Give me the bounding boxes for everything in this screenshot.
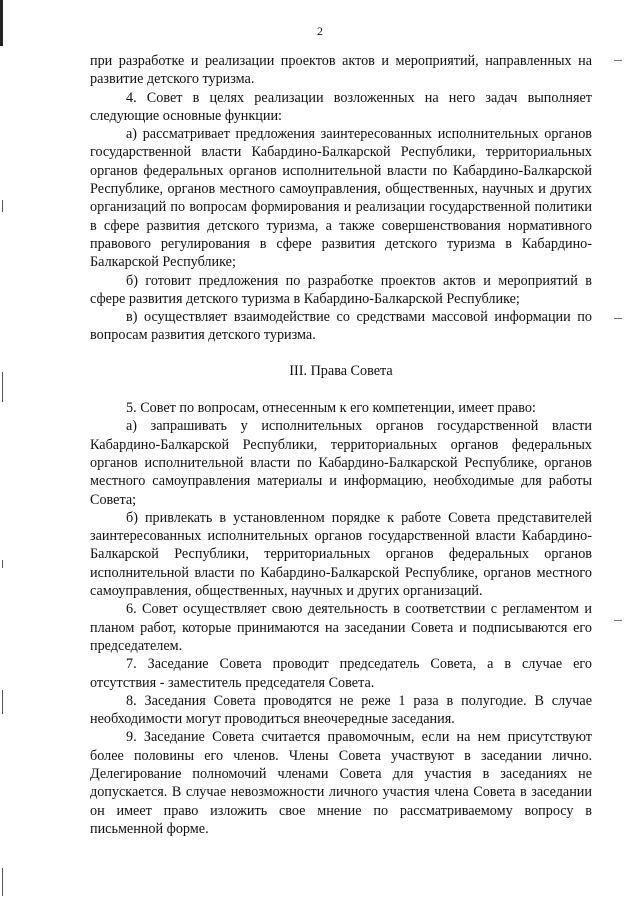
scan-tick-mark [614,60,622,61]
document-body [90,52,592,838]
paragraph-item-4b: б) готовит предложения по разработке проектов актов и мероприятий в сфере развития детского туризма в Кабардино-Балкарской Республике; [90,272,592,307]
paragraph-item-7: 7. Заседание Совета проводит председатель Совета, а в случае его отсутствия - заместитель председателя Совета. [90,656,592,691]
paragraph-item-6: 6. Совет осуществляет свою деятельность в соответствии с регламентом и планом работ, которые принимаются на заседании Совета и подписываются его председателем. [90,601,592,654]
paragraph-item-5: 5. Совет по вопросам, отнесенным к его компетенции, имеет право: [126,400,536,417]
paragraph-item-5a: а) запрашивать у исполнительных органов государственной власти Кабардино-Балкарской Республики, территориальных органов федеральных органов исполнительной власти по Кабардино-Балкарской Республике, органов местного самоуправления материалы и информацию, необходимые для работы Совета; [90,418,592,508]
scan-tick-mark [614,620,622,621]
scan-edge-line-4 [2,690,3,714]
scan-edge-line-2 [2,372,3,402]
paragraph-item-4: 4. Совет в целях реализации возложенных на него задач выполняет следующие основные функции: [90,89,592,124]
paragraph-continuation: при разработке и реализации проектов актов и мероприятий, направленных на развитие детского туризма. [90,53,592,88]
paragraph-item-9: 9. Заседание Совета считается правомочным, если на нем присутствуют более половины его членов. Члены Совета участвуют в заседании лично. Делегирование полномочий членами Совета для участия в заседаниях не допускается. В случае невозможности личного участия члена Совета в заседании он имеет право изложить свое мнение по рассматриваемому вопросу в письменной форме. [90,729,592,837]
scan-edge-mark-top [0,0,3,46]
scan-edge-line-1 [2,200,3,212]
section-heading: III. Права Совета [289,362,393,379]
scan-edge-line-3 [2,560,3,568]
paragraph-item-4c: в) осуществляет взаимодействие со средствами массовой информации по вопросам развития детского туризма. [90,309,592,344]
paragraph-item-5b: б) привлекать в установленном порядке к работе Совета представителей заинтересованных исполнительных органов государственной власти Кабардино-Балкарской Республики, территориальных органов федеральных органов исполнительной власти по Кабардино-Балкарской Республике, органов местного самоуправления, общественных, научных и других организаций. [90,509,592,600]
scan-edge-line-5 [2,868,3,896]
paragraph-item-8: 8. Заседания Совета проводятся не реже 1 раза в полугодие. В случае необходимости могут проводиться внеочередные заседания. [90,692,592,728]
paragraph-item-4a: а) рассматривает предложения заинтересованных исполнительных органов государственной власти Кабардино-Балкарской Республики, территориальных органов федеральных органов исполнительной власти по Кабардино-Балкарской Республике, органов местного самоуправления, общественных, научных и других организаций по вопросам формирования и реализации государственной политики в сфере развития детского туризма, а также совершенствования нормативного правового регулирования в сфере развития детского туризма в Кабардино-Балкарской Республике; [90,126,592,271]
scan-tick-mark [614,318,622,319]
page-number: 2 [317,24,323,38]
